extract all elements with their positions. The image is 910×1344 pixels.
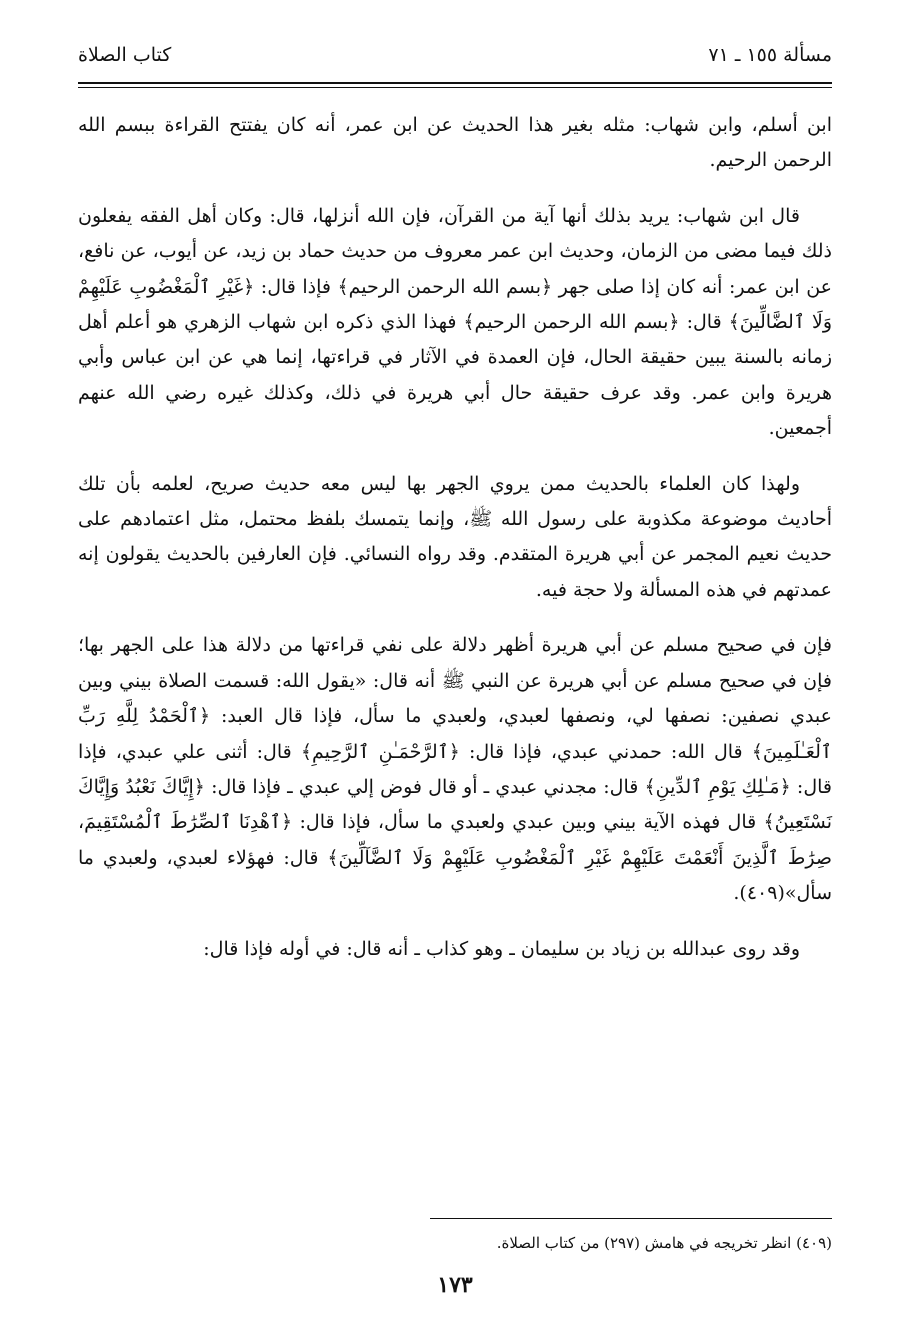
footnote-rule (430, 1218, 832, 1219)
header-rule-thin (78, 87, 832, 88)
paragraph: قال ابن شهاب: يريد بذلك أنها آية من القرآن، فإن الله أنزلها، قال: وكان أهل الفقه يفعلون ذلك فيما مضى من الزمان، وحديث ابن عمر معروف من حديث حماد بن زيد، عن أيوب، عن نافع، عن ابن عمر: أنه كان إذا صلى جهر ﴿بسم الله الرحمن الرحيم﴾ فإذا قال: ﴿غَيْرِ ٱلْمَغْضُوبِ عَلَيْهِمْ وَلَا ٱلضَّالِّينَ﴾ قال: ﴿بسم الله الرحمن الرحيم﴾ فهذا الذي ذكره ابن شهاب الزهري هو أعلم أهل زمانه بالسنة يبين حقيقة الحال، فإن العمدة في الآثار في قراءتها، إنما هي عن ابن عباس وأبي هريرة وابن عمر. وقد عرف حقيقة حال أبي هريرة في ذلك، وكذلك غيره رضي الله عنهم أجمعين. (78, 204, 832, 440)
running-header (78, 44, 832, 74)
main-text (78, 108, 832, 987)
paragraph: فإن في صحيح مسلم عن أبي هريرة أظهر دلالة على نفي قراءتها من دلالة هذا على الجهر بها؛ فإن في صحيح مسلم عن أبي هريرة عن النبي ﷺ أنه قال: «يقول الله: قسمت الصلاة بيني وبين عبدي نصفين: نصفها لي، ونصفها لعبدي، ولعبدي ما سأل، فإذا قال العبد: ﴿ٱلْحَمْدُ لِلَّهِ رَبِّ ٱلْعَـٰلَمِينَ﴾ قال الله: حمدني عبدي، فإذا قال: ﴿ٱلرَّحْمَـٰنِ ٱلرَّحِيمِ﴾ قال: أثنى علي عبدي، فإذا قال: ﴿مَـٰلِكِ يَوْمِ ٱلدِّينِ﴾ قال: مجدني عبدي ـ أو قال فوض إلي عبدي ـ فإذا قال: ﴿إِيَّاكَ نَعْبُدُ وَإِيَّاكَ نَسْتَعِينُ﴾ قال فهذه الآية بيني وبين عبدي ولعبدي ما سأل، فإذا قال: ﴿ٱهْدِنَا ٱلصِّرَٰطَ ٱلْمُسْتَقِيمَ، صِرَٰطَ ٱلَّذِينَ أَنْعَمْتَ عَلَيْهِمْ غَيْرِ ٱلْمَغْضُوبِ عَلَيْهِمْ وَلَا ٱلضَّآلِّينَ﴾ قال: فهؤلاء لعبدي، ولعبدي ما سأل»(٤٠٩). (78, 634, 832, 905)
footnote: (٤٠٩) انظر تخريجه في هامش (٢٩٧) من كتاب الصلاة. (496, 1234, 832, 1252)
paragraph: ولهذا كان العلماء بالحديث ممن يروي الجهر بها ليس معه حديث صريح، لعلمه بأن تلك أحاديث موضوعة مكذوبة على رسول الله ﷺ، وإنما يتمسك بلفظ محتمل، مثل اعتمادهم على حديث نعيم المجمر عن أبي هريرة المتقدم. وقد رواه النسائي. فإن العارفين بالحديث يقولون إنه عمدتهم في هذه المسألة ولا حجة فيه. (78, 472, 832, 601)
header-issue-number: مسألة ١٥٥ ـ ٧١ (708, 44, 832, 66)
header-rule-thick (78, 82, 832, 84)
paragraph: ابن أسلم، وابن شهاب: مثله بغير هذا الحديث عن ابن عمر، أنه كان يفتتح القراءة ببسم الله الرحمن الرحيم. (78, 114, 832, 172)
paragraph: وقد روى عبدالله بن زياد بن سليمان ـ وهو كذاب ـ أنه قال: في أوله فإذا قال: (203, 937, 800, 960)
page-number: ١٧٣ (437, 1272, 473, 1298)
header-chapter-title: كتاب الصلاة (78, 44, 172, 66)
